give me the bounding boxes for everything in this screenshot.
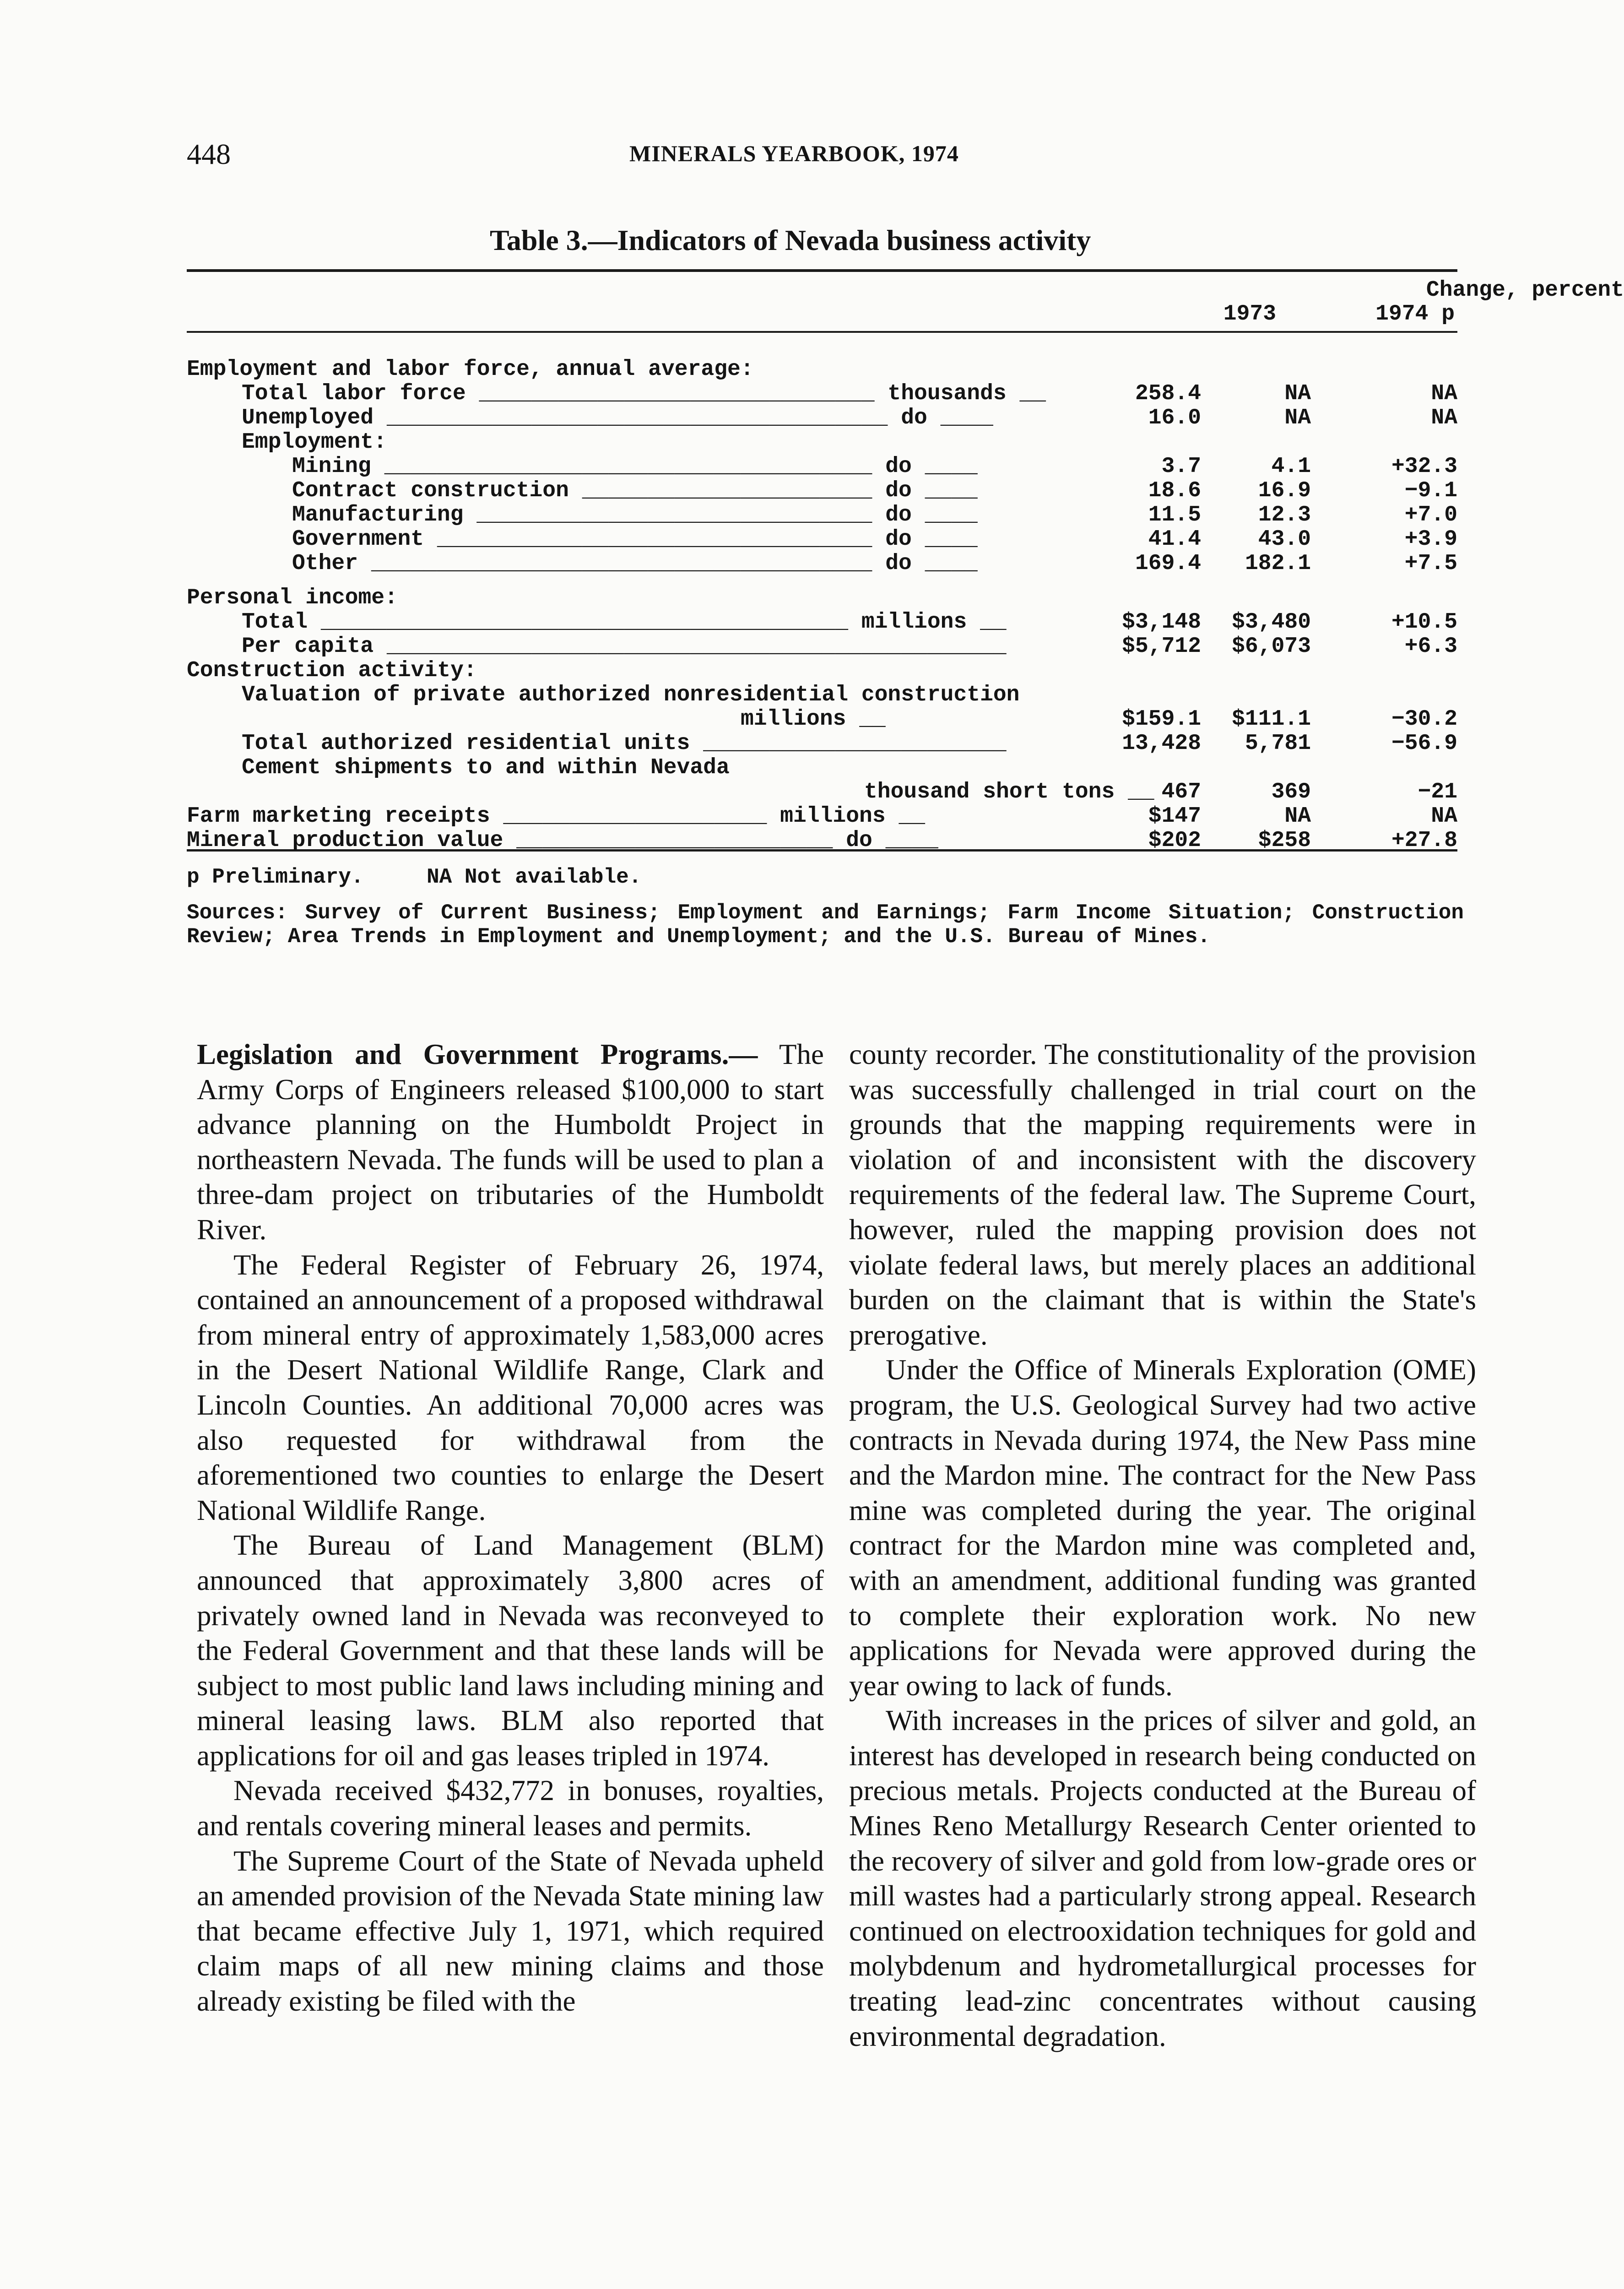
- column-header-1973: 1973: [1223, 302, 1276, 326]
- body-paragraph: Nevada received $432,772 in bonuses, royalties, and rentals covering mineral leases and permits.: [197, 1774, 824, 1842]
- row-label: Government _________________________________ do ____: [292, 527, 978, 552]
- column-header-change: Change, percent: [1426, 278, 1624, 303]
- value-1974: $3,480: [1232, 610, 1311, 635]
- row-label: Employment:: [242, 430, 387, 455]
- value-change: +3.9: [1404, 527, 1457, 552]
- table-row: [187, 503, 1457, 527]
- value-1974: 4.1: [1271, 454, 1311, 479]
- value-1974: NA: [1284, 804, 1311, 829]
- not-available-note: NA Not available.: [427, 865, 642, 889]
- value-1973: 11.5: [1148, 503, 1201, 527]
- table-row: [187, 634, 1457, 658]
- value-change: +10.5: [1391, 610, 1457, 635]
- table-notes: [187, 865, 1464, 949]
- table-legend: [187, 865, 1464, 889]
- value-1974: 182.1: [1245, 551, 1311, 576]
- column-header-1974: 1974 p: [1375, 302, 1455, 326]
- table-row: [187, 707, 1457, 731]
- table-row: [187, 454, 1457, 478]
- row-label: thousand short tons __: [864, 780, 1154, 804]
- table-row: [187, 804, 1457, 828]
- value-change: −30.2: [1391, 707, 1457, 732]
- row-label: Mining _____________________________________ do ____: [292, 454, 978, 479]
- row-label: Mineral production value ________________________ do ____: [187, 828, 938, 853]
- value-1973: 16.0: [1148, 406, 1201, 430]
- page-number: 448: [187, 138, 231, 170]
- value-change: NA: [1431, 804, 1457, 829]
- value-change: +7.5: [1404, 551, 1457, 576]
- table-body: [187, 357, 1457, 852]
- value-change: −56.9: [1391, 731, 1457, 756]
- body-paragraph: The Supreme Court of the State of Nevada upheld an amended provision of the Nevada State mining law that became effective July 1, 1971, which required claim maps of all new mining claims and those already existing be filed with the: [197, 1844, 824, 2018]
- value-1974: NA: [1284, 381, 1311, 406]
- value-1973: $159.1: [1122, 707, 1201, 732]
- row-label: Cement shipments to and within Nevada: [242, 755, 730, 780]
- value-1973: $147: [1148, 804, 1201, 829]
- body-paragraph: county recorder. The constitutionality of the provision was successfully challenged in trial court on the grounds that the mapping requirements were in violation of and inconsistent with the discovery requirements of the federal law. The Supreme Court, however, ruled the mapping provision does not violate federal laws, but merely places an additional burden on the claimant that is within the State's prerogative.: [849, 1038, 1476, 1351]
- value-1973: 467: [1161, 780, 1201, 804]
- value-change: −21: [1418, 780, 1457, 804]
- table-row: [187, 683, 1457, 707]
- table-column-headers: [187, 270, 1624, 330]
- value-1974: $6,073: [1232, 634, 1311, 659]
- preliminary-note: p Preliminary.: [187, 865, 364, 889]
- table-row: [187, 586, 1457, 610]
- row-label: Employment and labor force, annual average:: [187, 357, 754, 382]
- value-1973: 3.7: [1161, 454, 1201, 479]
- running-head: MINERALS YEARBOOK, 1974: [629, 141, 959, 166]
- value-1973: $5,712: [1122, 634, 1201, 659]
- row-label: Total ________________________________________ millions __: [242, 610, 1007, 635]
- value-1974: NA: [1284, 406, 1311, 430]
- table-row: [187, 527, 1457, 551]
- table-row: [187, 731, 1457, 755]
- row-label: Personal income:: [187, 586, 398, 610]
- table-row: [187, 780, 1457, 804]
- row-label: Unemployed ______________________________________ do ____: [242, 406, 993, 430]
- table-title: Table 3.—Indicators of Nevada business activity: [490, 224, 1091, 256]
- body-paragraph: Under the Office of Minerals Exploration (OME) program, the U.S. Geological Survey had two active contracts in Nevada during 1974, the New Pass mine and the Mardon mine. The contract for the New Pass mine was completed during the year. The original contract for the Mardon mine was completed and, with an amendment, additional funding was granted to complete their exploration work. No new applications for Nevada were approved during the year owing to lack of funds.: [849, 1354, 1476, 1702]
- sources-note: Sources: Survey of Current Business; Employment and Earnings; Farm Income Situation; Construction Review; Area Trends in Employment and Unemployment; and the U.S. Bureau of Mines.: [187, 901, 1464, 949]
- value-1973: 13,428: [1122, 731, 1201, 756]
- body-paragraph: The Federal Register of February 26, 1974, contained an announcement of a proposed withdrawal from mineral entry of approximately 1,583,000 acres in the Desert National Wildlife Range, Clark and Lincoln Counties. An additional 70,000 acres was also requested for withdrawal from the aforementioned two counties to enlarge the Desert National Wildlife Range.: [197, 1248, 824, 1526]
- value-1974: $111.1: [1232, 707, 1311, 732]
- value-1974: 16.9: [1258, 478, 1311, 503]
- row-label: Construction activity:: [187, 658, 477, 683]
- body-paragraph: With increases in the prices of silver and gold, an interest has developed in research being conducted on precious metals. Projects conducted at the Bureau of Mines Reno Metallurgy Research Center oriented to the recovery of silver and gold from low-grade ores or mill wastes had a particularly strong appeal. Research continued on electrooxidation techniques for gold and molybdenum and hydrometallurgical processes for treating lead-zinc concentrates without causing environmental degradation.: [849, 1704, 1476, 2052]
- table-row: [187, 430, 1457, 454]
- table-row: [187, 357, 1457, 381]
- value-1973: 18.6: [1148, 478, 1201, 503]
- value-change: NA: [1431, 406, 1457, 430]
- row-label: Contract construction ______________________ do ____: [292, 478, 978, 503]
- section-heading: Legislation and Government Programs.—: [197, 1038, 758, 1070]
- row-label: Valuation of private authorized nonresidential construction: [242, 683, 1020, 707]
- table-row: [187, 478, 1457, 503]
- value-1974: 5,781: [1245, 731, 1311, 756]
- table-row: [187, 406, 1457, 430]
- value-1973: 169.4: [1135, 551, 1201, 576]
- row-label: Total labor force ______________________________ thousands __: [242, 381, 1046, 406]
- row-label: millions __: [741, 707, 886, 732]
- paragraph-text: The Army Corps of Engineers released $100,000 to start advance planning on the Humboldt Project in northeastern Nevada. The funds will be used to plan a three-dam project on tributaries of the Humboldt River.: [197, 1038, 824, 1246]
- table-row: [187, 551, 1457, 575]
- value-1973: 41.4: [1148, 527, 1201, 552]
- table-header-rule: [187, 331, 1457, 333]
- body-column-left: [197, 1037, 824, 2019]
- value-1974: 369: [1271, 780, 1311, 804]
- row-label: Per capita _______________________________________________: [242, 634, 1007, 659]
- body-column-right: [849, 1037, 1476, 2054]
- table-row: [187, 828, 1457, 852]
- table-row: [187, 381, 1457, 406]
- value-1973: $202: [1148, 828, 1201, 853]
- value-change: +6.3: [1404, 634, 1457, 659]
- value-change: −9.1: [1404, 478, 1457, 503]
- table-row: [187, 755, 1457, 780]
- value-change: +27.8: [1391, 828, 1457, 853]
- body-paragraph: The Bureau of Land Management (BLM) announced that approximately 3,800 acres of privately owned land in Nevada was reconveyed to the Federal Government and that these lands will be subject to most public land laws including mining and mineral leasing laws. BLM also reported that applications for oil and gas leases tripled in 1974.: [197, 1529, 824, 1772]
- row-label: Manufacturing ______________________________ do ____: [292, 503, 978, 527]
- table-row: [187, 610, 1457, 634]
- row-label: Total authorized residential units _______________________: [242, 731, 1007, 756]
- table-row: [187, 658, 1457, 683]
- value-change: +32.3: [1391, 454, 1457, 479]
- value-1974: 12.3: [1258, 503, 1311, 527]
- row-label: Other ______________________________________ do ____: [292, 551, 978, 576]
- row-label: Farm marketing receipts ____________________ millions __: [187, 804, 926, 829]
- body-paragraph: [197, 1037, 824, 1248]
- value-change: +7.0: [1404, 503, 1457, 527]
- value-1974: 43.0: [1258, 527, 1311, 552]
- value-1973: 258.4: [1135, 381, 1201, 406]
- value-1974: $258: [1258, 828, 1311, 853]
- value-1973: $3,148: [1122, 610, 1201, 635]
- value-change: NA: [1431, 381, 1457, 406]
